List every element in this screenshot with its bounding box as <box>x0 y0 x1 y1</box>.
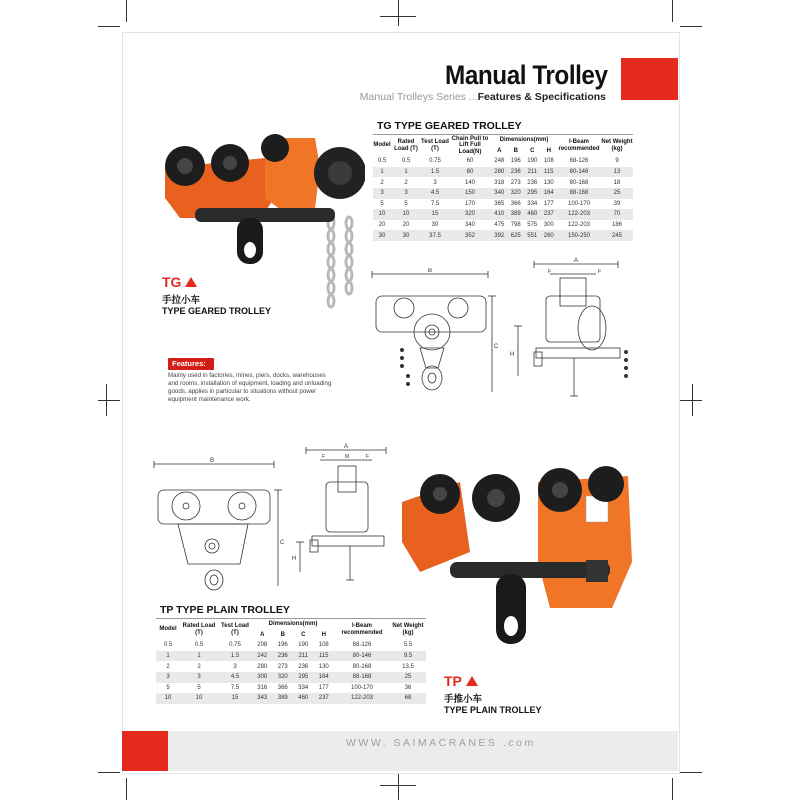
table-cell: 190 <box>298 642 309 649</box>
table-cell: 150 <box>449 188 491 199</box>
table-cell: 88-168 <box>334 672 390 683</box>
col-dim-c: C <box>301 631 306 638</box>
table-cell: 164 <box>314 672 335 683</box>
table-cell: 211 <box>524 167 541 178</box>
table-cell: 130 <box>318 663 329 670</box>
crop-mark <box>380 785 416 786</box>
table-cell: 68-126 <box>569 158 589 165</box>
table-cell: 1 <box>180 651 218 662</box>
crop-mark <box>126 0 127 22</box>
table-cell: 318 <box>494 179 505 186</box>
table-cell: 5 <box>404 200 408 207</box>
table-cell: 196 <box>277 642 288 649</box>
tg-caption-cn: 手拉小车 <box>162 295 201 306</box>
table-cell: 575 <box>527 222 538 229</box>
table-cell: 150-250 <box>557 230 601 241</box>
table-cell: 2 <box>404 179 408 186</box>
table-cell: 248 <box>494 158 505 165</box>
col-dim-c: C <box>530 147 535 154</box>
tg-caption <box>162 274 271 316</box>
crop-mark <box>98 26 120 27</box>
table-cell: 3 <box>391 188 421 199</box>
warning-triangle-icon <box>466 676 478 686</box>
table-cell: 37.5 <box>421 230 449 241</box>
table-cell: 625 <box>508 230 525 241</box>
tp-table-block <box>156 604 426 704</box>
dim-label-h: H <box>510 352 515 358</box>
table-cell: 5 <box>166 684 170 691</box>
table-cell: 13 <box>601 167 633 178</box>
table-cell: 273 <box>510 179 521 186</box>
table-cell: 3 <box>233 663 237 670</box>
tp-table-body <box>156 640 426 704</box>
table-cell: 2 <box>380 179 384 186</box>
table-cell: 300 <box>252 672 273 683</box>
table-cell: 211 <box>293 651 314 662</box>
table-cell: 392 <box>491 230 508 241</box>
table-cell: 186 <box>611 222 622 229</box>
table-row <box>373 188 633 199</box>
table-cell: 10 <box>156 693 180 704</box>
table-cell: 3 <box>156 672 180 683</box>
table-cell: 295 <box>524 188 541 199</box>
table-cell: 177 <box>318 684 329 691</box>
table-cell: 15 <box>421 209 449 220</box>
table-cell: 1 <box>156 651 180 662</box>
table-cell: 9.5 <box>390 651 426 662</box>
table-row <box>156 661 426 672</box>
crop-mark <box>380 16 416 17</box>
table-cell: 1 <box>391 167 421 178</box>
table-cell: 196 <box>510 158 521 165</box>
table-cell: 0.5 <box>377 158 387 165</box>
dim-label-a: A <box>574 258 579 264</box>
dim-label-m: M <box>345 454 350 460</box>
table-cell: 7.5 <box>430 200 440 207</box>
table-cell: 4.5 <box>218 672 252 683</box>
table-cell: 340 <box>491 188 508 199</box>
table-cell: 460 <box>293 693 314 704</box>
table-cell: 80 <box>449 167 491 178</box>
table-row <box>373 220 633 231</box>
table-cell: 0.5 <box>401 158 411 165</box>
features-tag: Features: <box>168 358 214 370</box>
table-cell: 115 <box>541 167 558 178</box>
table-cell: 39 <box>613 200 621 207</box>
tg-code: TG <box>162 274 182 290</box>
col-chain-pull: Chain Pull to Lift Full Load(N) <box>451 136 489 155</box>
crop-mark <box>680 26 702 27</box>
table-cell: 551 <box>524 230 541 241</box>
col-net-weight: Net Weight (kg) <box>601 139 633 152</box>
crop-mark <box>680 772 702 773</box>
table-cell: 410 <box>491 209 508 220</box>
col-test-load: Test Load (T) <box>421 139 449 152</box>
col-ibeam: I-Beam recommended <box>341 623 383 636</box>
table-cell: 208 <box>257 642 268 649</box>
crop-mark <box>126 778 127 800</box>
tp-code: TP <box>444 673 462 689</box>
dim-label-b: B <box>428 268 433 274</box>
table-cell: 4.5 <box>421 188 449 199</box>
table-cell: 5.5 <box>403 642 413 649</box>
page-subtitle <box>360 91 606 103</box>
table-cell: 115 <box>314 651 335 662</box>
table-cell: 1.5 <box>218 651 252 662</box>
table-cell: 20 <box>378 222 386 229</box>
table-cell: 36 <box>404 684 412 691</box>
col-model: Model <box>159 626 177 633</box>
table-cell: 88-168 <box>557 188 601 199</box>
table-cell: 30 <box>431 222 439 229</box>
table-cell: 25 <box>390 672 426 683</box>
crop-mark <box>106 384 107 416</box>
dim-label-f: F <box>366 454 370 460</box>
table-row <box>156 683 426 694</box>
col-dim-a: A <box>497 147 502 154</box>
dim-label-h: H <box>292 556 297 562</box>
table-cell: 10 <box>180 693 218 704</box>
table-cell: 130 <box>543 179 554 186</box>
table-row <box>373 209 633 220</box>
table-cell: 70 <box>601 209 633 220</box>
crop-mark <box>672 0 673 22</box>
table-cell: 68 <box>390 693 426 704</box>
tg-front-drawing <box>506 256 636 406</box>
table-cell: 236 <box>273 651 294 662</box>
col-rated-load: Rated Load (T) <box>394 139 418 152</box>
warning-triangle-icon <box>185 277 197 287</box>
col-test-load: Test Load (T) <box>221 623 249 636</box>
table-row <box>373 177 633 188</box>
col-dimensions: Dimensions(mm) <box>499 137 549 144</box>
table-cell: 122-203 <box>557 209 601 220</box>
table-cell: 237 <box>541 209 558 220</box>
dim-label-c: C <box>280 540 285 546</box>
table-cell: 18 <box>613 179 621 186</box>
table-cell: 334 <box>298 684 309 691</box>
table-cell: 80-168 <box>569 179 589 186</box>
tp-caption <box>444 673 542 715</box>
table-cell: 30 <box>391 230 421 241</box>
table-cell: 242 <box>252 651 273 662</box>
table-cell: 140 <box>464 179 475 186</box>
col-ibeam: I-Beam recommended <box>558 139 600 152</box>
tg-table-body <box>373 156 633 241</box>
table-cell: 280 <box>257 663 268 670</box>
col-dim-h: H <box>546 147 551 154</box>
dim-label-f: F <box>322 454 326 460</box>
tp-table-title: TP TYPE PLAIN TROLLEY <box>160 604 290 616</box>
table-cell: 108 <box>318 642 329 649</box>
col-rated-load: Rated Load (T) <box>182 623 216 636</box>
dim-label-f: F <box>548 269 552 275</box>
crop-mark <box>398 772 399 800</box>
table-cell: 2 <box>197 663 201 670</box>
table-cell: 80-168 <box>352 663 372 670</box>
table-cell: 245 <box>601 230 633 241</box>
table-cell: 0.5 <box>194 642 204 649</box>
table-cell: 475 <box>494 222 505 229</box>
col-dim-b: B <box>280 631 285 638</box>
table-cell: 108 <box>543 158 554 165</box>
subtitle-bold: Features & Specifications <box>477 91 606 103</box>
table-row <box>373 199 633 210</box>
table-cell: 365 <box>494 200 505 207</box>
table-row <box>156 672 426 683</box>
table-cell: 316 <box>257 684 268 691</box>
table-cell: 80-146 <box>334 651 390 662</box>
table-cell: 334 <box>527 200 538 207</box>
crop-mark <box>98 400 120 401</box>
plain-trolley-photo <box>400 462 636 672</box>
table-cell: 5 <box>197 684 201 691</box>
table-cell: 0.5 <box>163 642 173 649</box>
table-cell: 164 <box>541 188 558 199</box>
table-cell: 13.5 <box>402 663 414 670</box>
table-cell: 798 <box>510 222 521 229</box>
table-cell: 320 <box>508 188 525 199</box>
col-net-weight: Net Weight (kg) <box>392 623 424 636</box>
tg-table-title: TG TYPE GEARED TROLLEY <box>377 120 522 132</box>
table-row <box>156 651 426 662</box>
table-cell: 340 <box>464 222 475 229</box>
dim-label-b: B <box>210 458 215 464</box>
tp-spec-table <box>156 619 426 704</box>
features-text: Mainly used in factories, mines, piers, docks, warehouses and rooms, installation of equipment, loading and unloading goods, applies in particular to situations without power equipment maintenance work. <box>168 372 332 404</box>
tp-caption-cn: 手推小车 <box>444 694 483 705</box>
col-dim-h: H <box>321 631 326 638</box>
tg-side-drawing <box>368 268 500 396</box>
crop-mark <box>672 778 673 800</box>
page-title: Manual Trolley <box>445 60 608 90</box>
table-cell: 30 <box>373 230 391 241</box>
table-cell: 7.5 <box>230 684 240 691</box>
table-cell: 10 <box>373 209 391 220</box>
table-cell: 68-126 <box>352 642 372 649</box>
crop-mark <box>398 0 399 26</box>
table-cell: 343 <box>252 693 273 704</box>
table-cell: 15 <box>218 693 252 704</box>
table-cell: 177 <box>543 200 554 207</box>
table-row <box>373 156 633 167</box>
table-cell: 366 <box>277 684 288 691</box>
table-cell: 0.75 <box>429 158 441 165</box>
table-row <box>373 230 633 241</box>
col-dimensions: Dimensions(mm) <box>268 621 318 628</box>
table-cell: 190 <box>527 158 538 165</box>
subtitle-prefix: Manual Trolleys Series ... <box>359 91 478 103</box>
table-cell: 389 <box>273 693 294 704</box>
table-cell: 300 <box>543 222 554 229</box>
table-cell: 237 <box>314 693 335 704</box>
tg-caption-en: TYPE GEARED TROLLEY <box>162 306 272 316</box>
dim-label-a: A <box>344 444 349 450</box>
table-cell: 260 <box>541 230 558 241</box>
table-cell: 352 <box>449 230 491 241</box>
table-cell: 389 <box>508 209 525 220</box>
table-cell: 3 <box>433 179 437 186</box>
table-cell: 122-203 <box>334 693 390 704</box>
tp-caption-en: TYPE PLAIN TROLLEY <box>444 705 542 715</box>
table-cell: 3 <box>180 672 218 683</box>
table-cell: 2 <box>166 663 170 670</box>
col-dim-a: A <box>260 631 265 638</box>
table-cell: 25 <box>601 188 633 199</box>
table-cell: 20 <box>402 222 410 229</box>
table-cell: 236 <box>298 663 309 670</box>
footer-accent <box>122 731 168 771</box>
table-cell: 100-170 <box>350 684 374 691</box>
table-cell: 9 <box>615 158 619 165</box>
table-cell: 3 <box>373 188 391 199</box>
table-cell: 170 <box>464 200 475 207</box>
table-cell: 366 <box>510 200 521 207</box>
col-dim-b: B <box>513 147 518 154</box>
table-cell: 1 <box>373 167 391 178</box>
tp-front-drawing <box>290 442 400 588</box>
tp-side-drawing <box>148 454 286 594</box>
crop-mark <box>98 772 120 773</box>
table-cell: 5 <box>380 200 384 207</box>
table-cell: 320 <box>273 672 294 683</box>
table-cell: 280 <box>491 167 508 178</box>
table-cell: 1.5 <box>421 167 449 178</box>
crop-mark <box>692 384 693 416</box>
table-cell: 236 <box>527 179 538 186</box>
table-cell: 0.75 <box>229 642 241 649</box>
table-row <box>156 693 426 704</box>
table-row <box>156 640 426 651</box>
tg-table-block <box>373 120 633 241</box>
table-cell: 10 <box>391 209 421 220</box>
table-cell: 122-203 <box>567 222 591 229</box>
table-row <box>373 167 633 178</box>
table-cell: 273 <box>277 663 288 670</box>
table-cell: 460 <box>524 209 541 220</box>
accent-block <box>621 58 678 100</box>
table-cell: 320 <box>449 209 491 220</box>
table-cell: 60 <box>466 158 474 165</box>
table-cell: 295 <box>293 672 314 683</box>
website-link[interactable]: WWW. SAIMACRANES .com <box>346 737 536 749</box>
dim-label-c: C <box>494 344 499 350</box>
crop-mark <box>680 400 702 401</box>
table-cell: 236 <box>508 167 525 178</box>
table-cell: 100-170 <box>567 200 591 207</box>
col-model: Model <box>373 142 391 149</box>
dim-label-f: F <box>598 269 602 275</box>
table-cell: 80-146 <box>557 167 601 178</box>
tg-spec-table <box>373 135 633 241</box>
